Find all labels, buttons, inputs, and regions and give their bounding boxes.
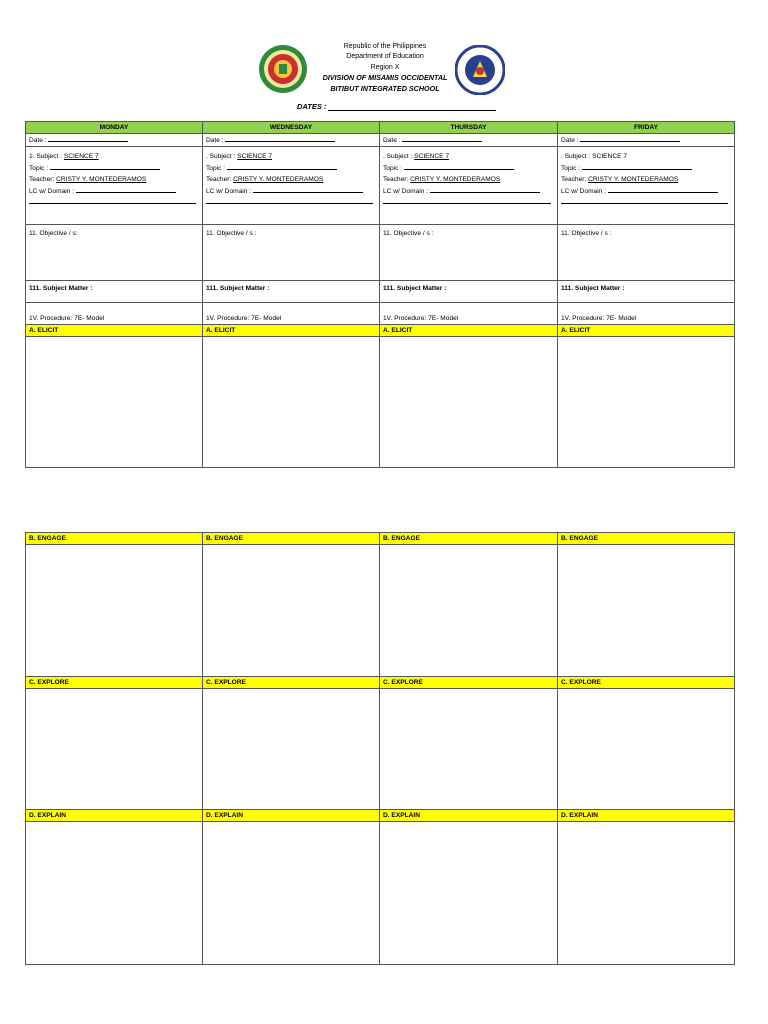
engage-cell[interactable]: [26, 545, 203, 677]
subject-cell[interactable]: . Subject : SCIENCE 7 Topic : Teacher: CRISTY Y. MONTEDERAMOS LC w/ Domain :: [203, 147, 380, 225]
explain-cell[interactable]: [203, 822, 380, 965]
engage-body-row: [26, 545, 735, 677]
day-monday: MONDAY: [26, 122, 203, 134]
section-label-engage: B. ENGAGE: [203, 533, 380, 545]
subject-matter-cell[interactable]: 111. Subject Matter :: [558, 281, 735, 303]
elicit-body-row: [26, 337, 735, 468]
elicit-cell[interactable]: [380, 337, 558, 468]
header-line-3: Region X: [370, 63, 400, 71]
lesson-plan-table-bottom: [25, 532, 735, 965]
header-line-2: Department of Education: [346, 53, 424, 61]
section-label-explore: C. EXPLORE: [26, 677, 203, 689]
explore-cell[interactable]: [203, 689, 380, 810]
section-row-explain: [26, 810, 735, 822]
date-cell[interactable]: Date :: [26, 134, 203, 147]
subject-value: SCIENCE 7: [63, 153, 99, 160]
section-label-explore: C. EXPLORE: [558, 677, 735, 689]
engage-cell[interactable]: [558, 545, 735, 677]
subject-cell[interactable]: . Subject : SCIENCE 7 Topic : Teacher: CRISTY Y. MONTEDERAMOS LC w/ Domain :: [558, 147, 735, 225]
dates-line[interactable]: [328, 102, 496, 111]
explore-cell[interactable]: [558, 689, 735, 810]
section-label-engage: B. ENGAGE: [26, 533, 203, 545]
objective-cell[interactable]: 11. Objective / s :: [558, 225, 735, 281]
explain-cell[interactable]: [380, 822, 558, 965]
subject-cell[interactable]: . Subject : SCIENCE 7 Topic : Teacher: CRISTY Y. MONTEDERAMOS LC w/ Domain :: [380, 147, 558, 225]
division-name: DIVISION OF MISAMIS OCCIDENTAL: [322, 73, 448, 83]
section-row-elicit: [26, 325, 735, 337]
date-row: [26, 134, 735, 147]
school-name: BITIBUT INTEGRATED SCHOOL: [330, 83, 440, 93]
date-cell[interactable]: Date :: [380, 134, 558, 147]
section-row-explore: [26, 677, 735, 689]
section-label-explain: D. EXPLAIN: [203, 810, 380, 822]
subject-matter-cell[interactable]: 111. Subject Matter :: [203, 281, 380, 303]
explain-cell[interactable]: [26, 822, 203, 965]
section-label-elicit: A. ELICIT: [558, 325, 735, 337]
subject-matter-cell[interactable]: 111. Subject Matter :: [26, 281, 203, 303]
explain-cell[interactable]: [558, 822, 735, 965]
procedure-cell: 1V. Procedure: 7E- Model: [26, 303, 203, 325]
objective-cell[interactable]: 11. Objective / s:: [26, 225, 203, 281]
explore-cell[interactable]: [380, 689, 558, 810]
section-label-elicit: A. ELICIT: [203, 325, 380, 337]
section-row-engage: [26, 533, 735, 545]
day-wednesday: WEDNESDAY: [203, 122, 380, 134]
day-header-row: [26, 122, 735, 134]
subject-cell[interactable]: 1. Subject : SCIENCE 7 Topic : Teacher: CRISTY Y. MONTEDERAMOS LC w/ Domain :: [26, 147, 203, 225]
date-cell[interactable]: Date :: [558, 134, 735, 147]
document-header: [0, 0, 768, 120]
section-label-engage: B. ENGAGE: [558, 533, 735, 545]
lesson-plan-table-top: [25, 121, 735, 468]
objective-cell[interactable]: 11. Objective / s :: [380, 225, 558, 281]
explore-body-row: [26, 689, 735, 810]
day-thursday: THURSDAY: [380, 122, 558, 134]
elicit-cell[interactable]: [26, 337, 203, 468]
elicit-cell[interactable]: [558, 337, 735, 468]
procedure-cell: 1V. Procedure: 7E- Model: [203, 303, 380, 325]
engage-cell[interactable]: [203, 545, 380, 677]
deped-seal-icon: [455, 45, 505, 95]
subject-row: [26, 147, 735, 225]
dates-label: DATES :: [297, 102, 327, 111]
section-label-explain: D. EXPLAIN: [26, 810, 203, 822]
subject-matter-row: [26, 281, 735, 303]
explore-cell[interactable]: [26, 689, 203, 810]
section-label-explain: D. EXPLAIN: [380, 810, 558, 822]
dates-field: [297, 102, 496, 111]
explain-body-row: [26, 822, 735, 965]
section-label-elicit: A. ELICIT: [380, 325, 558, 337]
section-label-explore: C. EXPLORE: [203, 677, 380, 689]
procedure-cell: 1V. Procedure: 7E- Model: [558, 303, 735, 325]
section-label-explore: C. EXPLORE: [380, 677, 558, 689]
teacher-value: CRISTY Y. MONTEDERAMOS: [56, 176, 147, 183]
objective-cell[interactable]: 11. Objective / s :: [203, 225, 380, 281]
day-friday: FRIDAY: [558, 122, 735, 134]
procedure-cell: 1V. Procedure: 7E- Model: [380, 303, 558, 325]
header-line-1: Republic of the Philippines: [343, 43, 427, 50]
date-cell[interactable]: Date ;: [203, 134, 380, 147]
section-label-explain: D. EXPLAIN: [558, 810, 735, 822]
elicit-cell[interactable]: [203, 337, 380, 468]
section-label-elicit: A. ELICIT: [26, 325, 203, 337]
engage-cell[interactable]: [380, 545, 558, 677]
subject-matter-cell[interactable]: 111. Subject Matter :: [380, 281, 558, 303]
header-text: [300, 42, 470, 94]
section-label-engage: B. ENGAGE: [380, 533, 558, 545]
procedure-row: [26, 303, 735, 325]
objective-row: [26, 225, 735, 281]
